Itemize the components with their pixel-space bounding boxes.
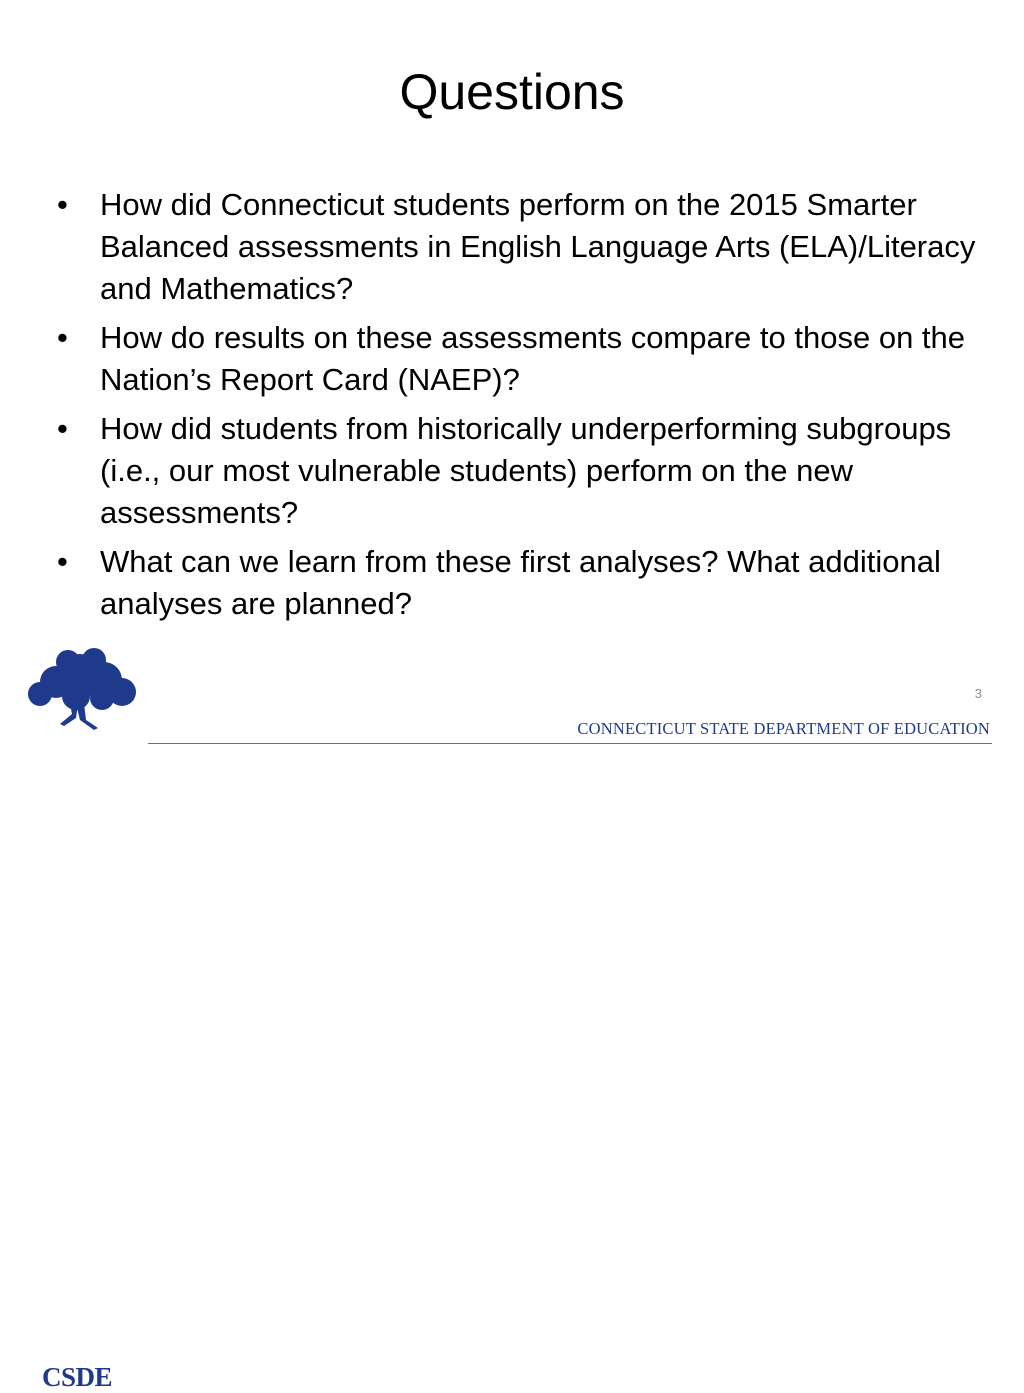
bullet-item — [57, 184, 977, 310]
slide-title: Questions — [399, 64, 625, 120]
bullet-dot-icon: • — [57, 411, 68, 446]
csde-logo — [18, 648, 148, 1392]
page-number: 3 — [974, 686, 982, 701]
bullet-item — [57, 541, 977, 625]
bullet-text: What can we learn from these first analyses? What additional analyses are planned? — [100, 544, 941, 621]
bullet-dot-icon: • — [57, 320, 68, 355]
bullet-item — [57, 317, 977, 401]
bullet-list — [57, 184, 977, 632]
bullet-dot-icon: • — [57, 544, 68, 579]
logo-text: CSDE — [42, 1362, 113, 1392]
bullet-text: How did Connecticut students perform on the 2015 Smarter Balanced assessments in English Language Arts (ELA)/Literacy and Mathematics? — [100, 187, 976, 306]
bullet-item — [57, 408, 977, 534]
footer-divider — [148, 743, 992, 744]
footer-department: CONNECTICUT STATE DEPARTMENT OF EDUCATION — [577, 719, 990, 738]
tree-icon — [18, 648, 148, 750]
bullet-text: How do results on these assessments compare to those on the Nation’s Report Card (NAEP)? — [100, 320, 966, 397]
bullet-text: How did students from historically underperforming subgroups (i.e., our most vulnerable students) perform on the new assessments? — [100, 411, 952, 530]
bullet-dot-icon: • — [57, 187, 68, 222]
